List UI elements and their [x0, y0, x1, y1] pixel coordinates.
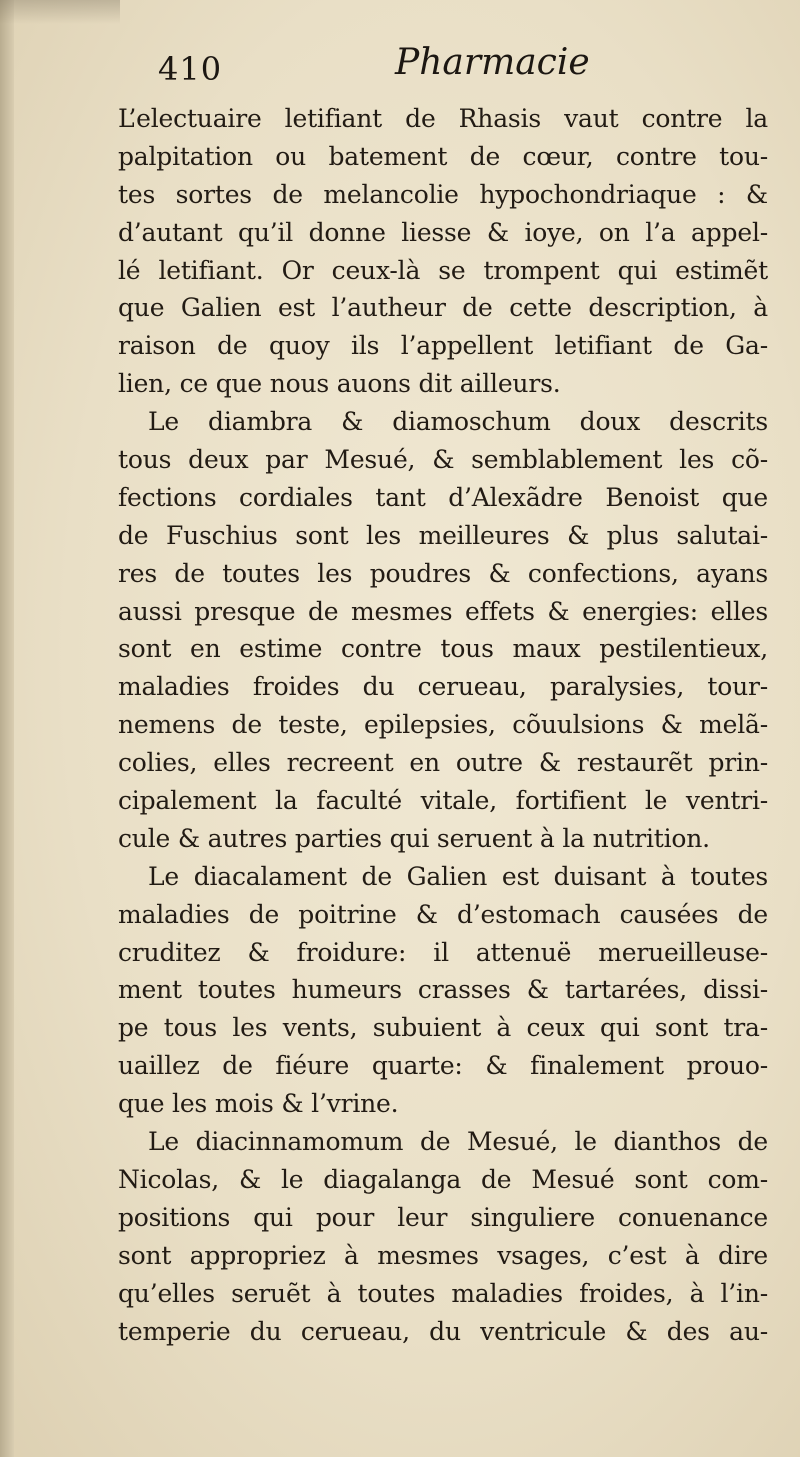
paragraph-start-line: Le diambra & diamoschum doux descrits [148, 407, 768, 437]
text-line: maladies froides du cerueau, paralysies, tour- [118, 672, 768, 702]
text-line: d’autant qu’il donne liesse & ioye, on l’a appel- [118, 217, 768, 247]
page-gutter-shadow [0, 0, 14, 1457]
page-stain [0, 0, 120, 24]
text-line: fections cordiales tant d’Alexãdre Benoist que [118, 482, 768, 512]
page-number: 410 [158, 50, 223, 88]
text-line: res de toutes les poudres & confections, ayans [118, 558, 768, 588]
page-header [0, 42, 800, 102]
text-line: que les mois & l’vrine. [118, 1089, 399, 1119]
text-line: cule & autres parties qui seruent à la nutrition. [118, 823, 710, 853]
text-line: maladies de poitrine & d’estomach causées de [118, 899, 768, 929]
text-line: sont appropriez à mesmes vsages, c’est à dire [118, 1240, 768, 1270]
text-line: positions qui pour leur singuliere conuenance [118, 1202, 768, 1232]
text-line: palpitation ou batement de cœur, contre tou- [118, 141, 768, 171]
text-line: nemens de teste, epilepsies, cõuulsions & melã- [118, 710, 768, 740]
paragraph-start-line: Le diacalament de Galien est duisant à toutes [148, 861, 768, 891]
text-line: Nicolas, & le diagalanga de Mesué sont com- [118, 1164, 768, 1194]
text-line: colies, elles recreent en outre & restaurẽt prin- [118, 748, 768, 778]
text-line: pe tous les vents, subuient à ceux qui sont tra- [118, 1013, 768, 1043]
text-line: uaillez de fiéure quarte: & finalement prouo- [118, 1051, 768, 1081]
text-line: sont en estime contre tous maux pestilentieux, [118, 634, 768, 664]
text-line: aussi presque de mesmes effets & energies: elles [118, 596, 768, 626]
paragraph-start-line: Le diacinnamomum de Mesué, le dianthos de [148, 1127, 768, 1157]
text-line: L’electuaire letifiant de Rhasis vaut contre la [118, 104, 768, 133]
text-line: qu’elles seruẽt à toutes maladies froides, à l’in- [118, 1278, 768, 1308]
text-line: ment toutes humeurs crasses & tartarées, dissi- [118, 975, 768, 1005]
text-line: lien, ce que nous auons dit ailleurs. [118, 369, 561, 399]
text-line: de Fuschius sont les meilleures & plus salutai- [118, 520, 768, 550]
text-line: que Galien est l’autheur de cette description, à [118, 293, 768, 323]
text-line: cipalement la faculté vitale, fortifient le ventri- [118, 786, 768, 816]
body-text [118, 100, 768, 1350]
text-line: cruditez & froidure: il attenuë merueilleuse- [118, 937, 768, 967]
text-line: tes sortes de melancolie hypochondriaque : & [118, 179, 768, 209]
text-line: lé letifiant. Or ceux-là se trompent qui estimẽt [118, 255, 768, 285]
text-line: tous deux par Mesué, & semblablement les cõ- [118, 445, 768, 475]
text-line: temperie du cerueau, du ventricule & des au- [118, 1316, 768, 1346]
running-head: Pharmacie [395, 42, 590, 83]
text-line: raison de quoy ils l’appellent letifiant de Ga- [118, 331, 768, 361]
